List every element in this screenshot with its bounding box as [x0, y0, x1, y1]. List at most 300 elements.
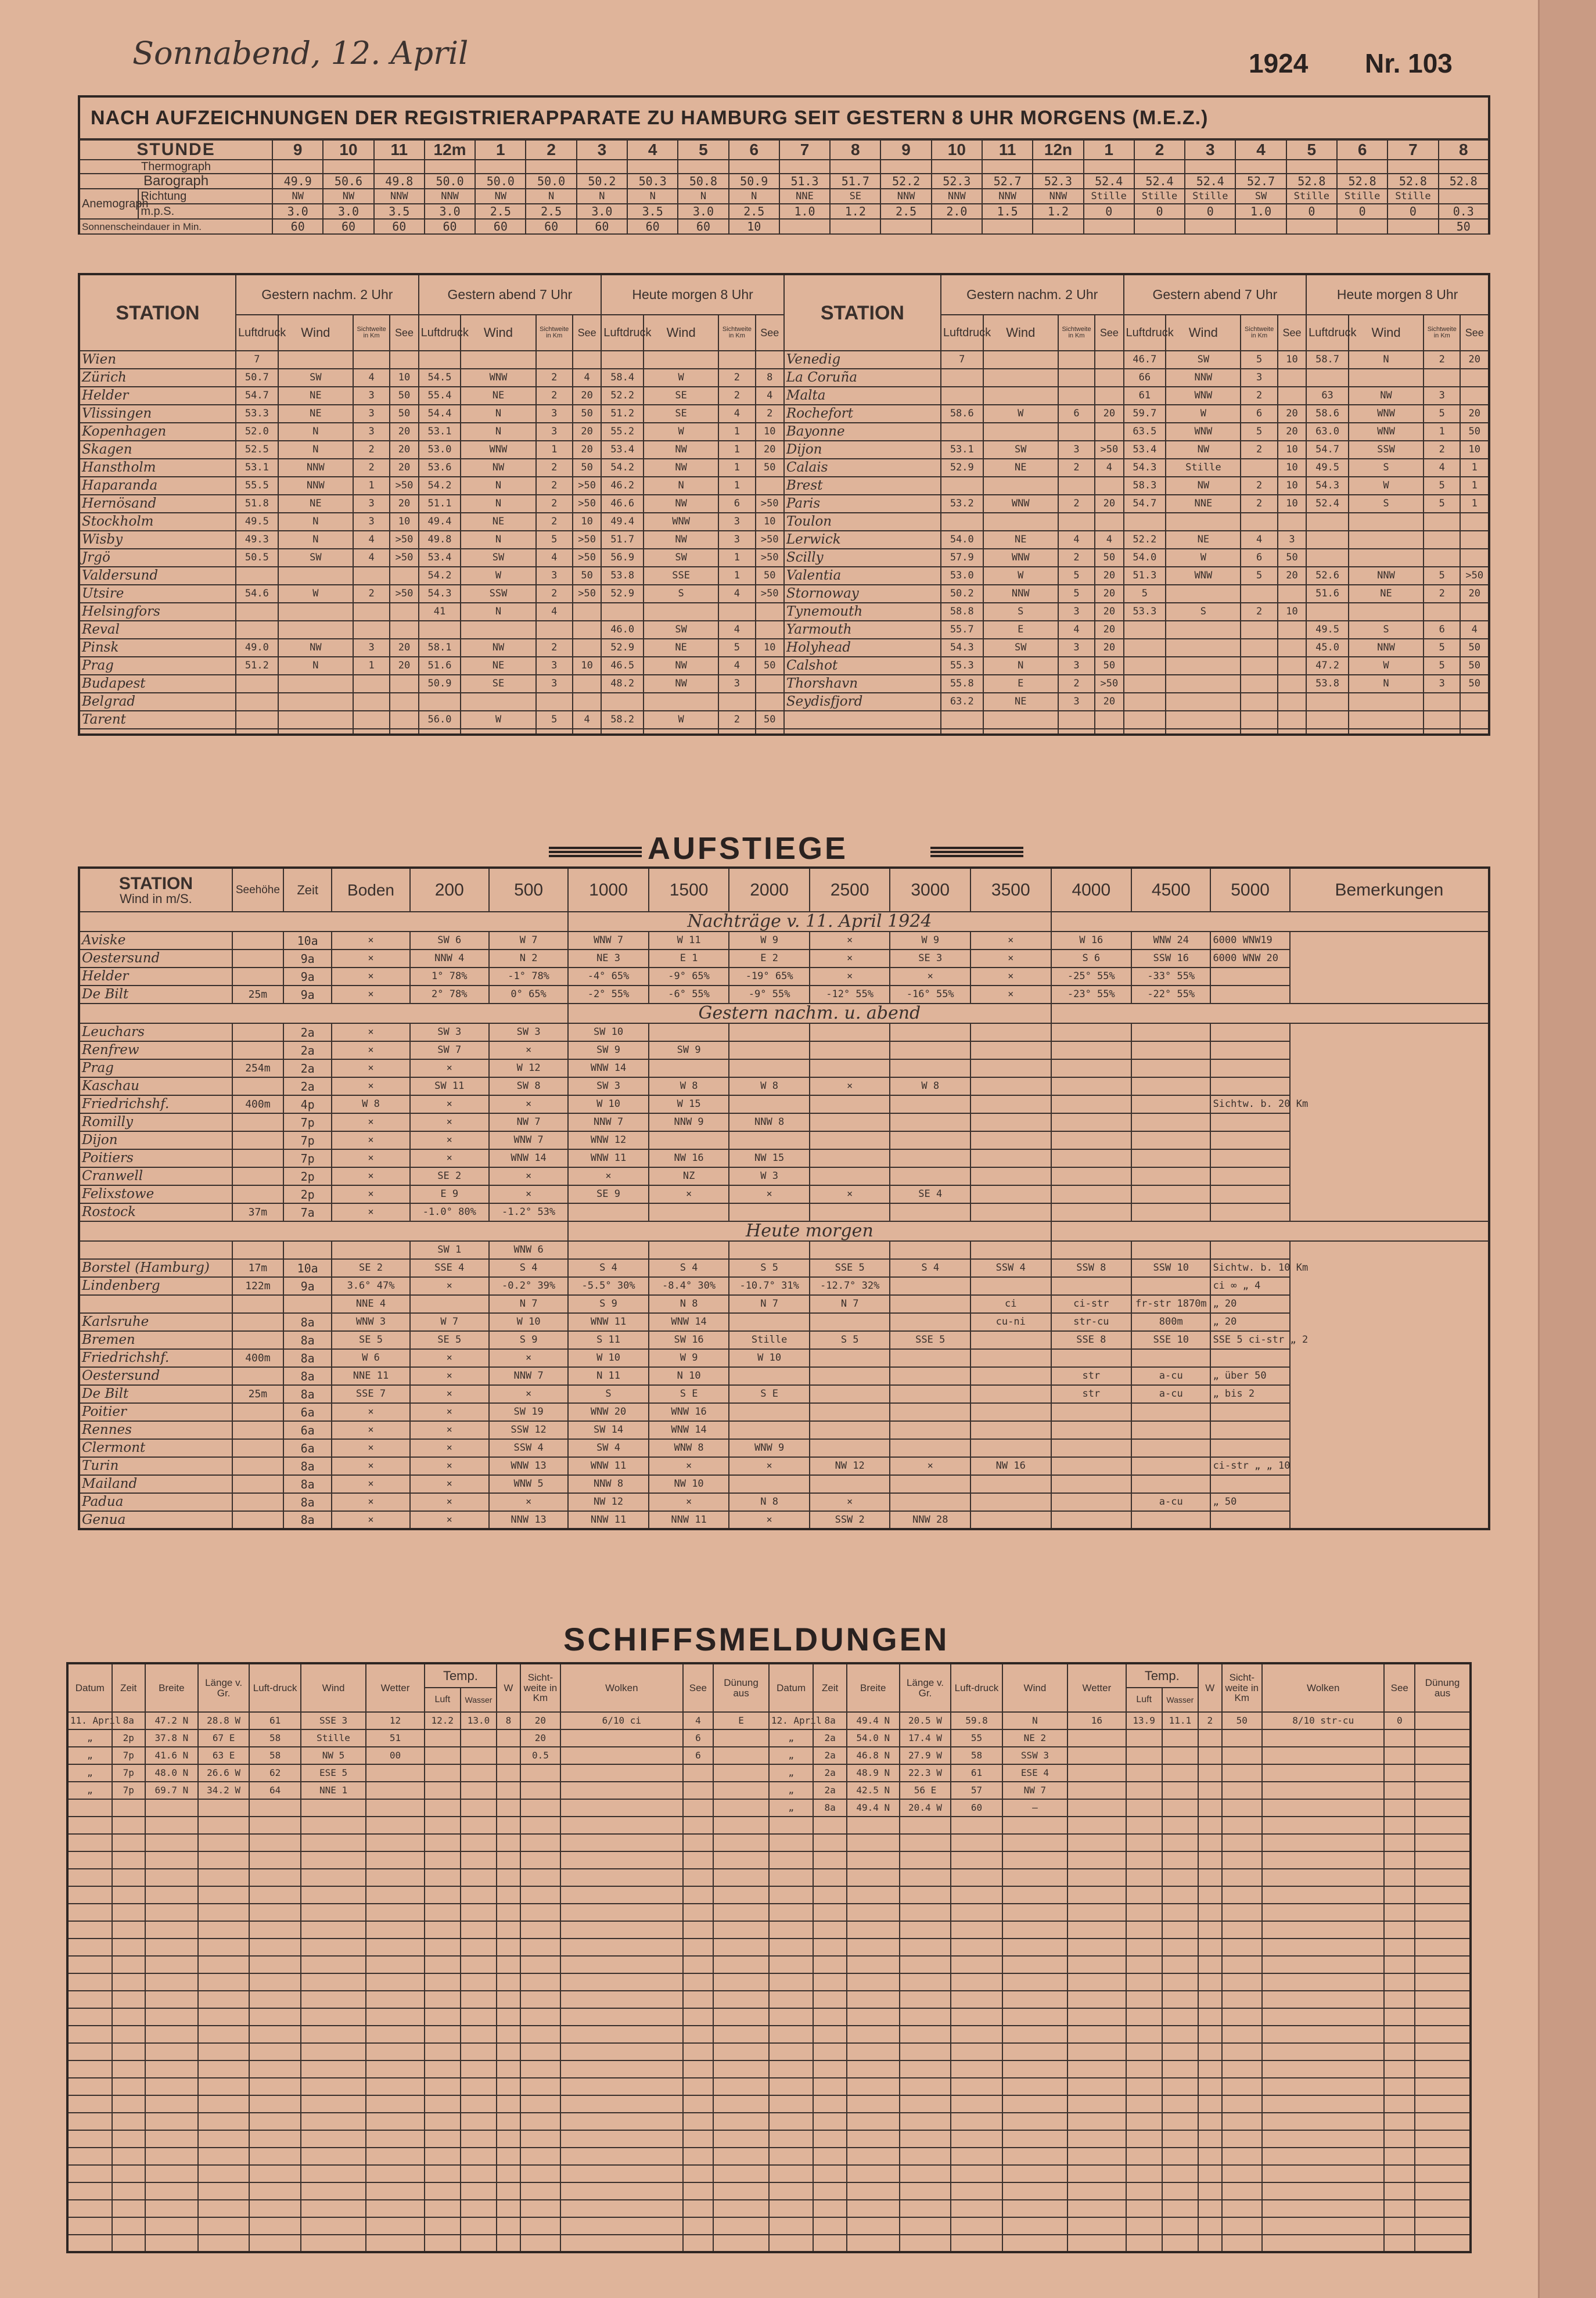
ascent-value: W 10: [568, 1095, 649, 1113]
ascent-value: [1131, 1421, 1210, 1439]
ship-cell: 20.4 W: [900, 1799, 951, 1817]
ship-cell: [1067, 1869, 1126, 1886]
ship-cell: [366, 1817, 424, 1834]
ship-cell: [198, 2182, 250, 2200]
ship-cell: [1384, 2217, 1415, 2235]
ascent-time: 7p: [283, 1131, 332, 1149]
ascent-value: ×: [332, 950, 409, 968]
station-name: Thorshavn: [784, 675, 941, 693]
station-value: 63.5: [1124, 423, 1166, 441]
station-value: [756, 603, 784, 621]
ascent-time: 9a: [283, 968, 332, 986]
ascent-value: SSW 2: [810, 1511, 890, 1529]
registration-title: NACH AUFZEICHNUNGEN DER REGISTRIERAPPARATE ZU HAMBURG SEIT GESTERN 8 UHR MORGENS (M.E.Z.): [78, 95, 1490, 139]
ship-cell: [1002, 2008, 1067, 2026]
station-value: 52.5: [236, 441, 278, 459]
station-value: E: [983, 621, 1058, 639]
ascent-value: ×: [489, 1493, 568, 1511]
station-value: 10: [390, 369, 418, 387]
station-value: W: [1166, 549, 1241, 567]
station-value: >50: [390, 531, 418, 549]
ship-cell: [1262, 1869, 1384, 1886]
ship-cell: [1222, 2217, 1262, 2235]
station-value: NE: [278, 387, 353, 405]
station-value: NE: [461, 387, 535, 405]
ship-cell: [366, 1799, 424, 1817]
ascent-value: [970, 1113, 1051, 1131]
ship-cell: [520, 1851, 560, 1869]
ship-cell: [560, 2078, 682, 2095]
ship-cell: [1262, 1991, 1384, 2008]
station-value: SW: [461, 549, 535, 567]
ship-col-header: Länge v. Gr.: [198, 1663, 250, 1712]
station-value: 20: [573, 423, 601, 441]
ship-cell: [1198, 2113, 1222, 2130]
ascent-value: NW 12: [810, 1457, 890, 1475]
ascent-value: W 7: [410, 1313, 489, 1331]
station-value: 20: [1095, 603, 1123, 621]
ascent-value: N 11: [568, 1367, 649, 1385]
ship-cell: [683, 1991, 714, 2008]
ship-cell: [813, 2008, 846, 2026]
ship-cell: [520, 2182, 560, 2200]
ship-cell: 62: [249, 1764, 301, 1782]
ship-cell: [366, 2182, 424, 2200]
station-value: [983, 351, 1058, 369]
ascent-value: [649, 1241, 729, 1259]
station-value: 20: [1095, 621, 1123, 639]
ship-cell: [560, 1747, 682, 1764]
schiff-block: [66, 1662, 1472, 2253]
sunshine-cell: 60: [475, 219, 526, 234]
ship-cell: [951, 2008, 1002, 2026]
ship-cell: [1002, 1869, 1067, 1886]
water-temp-header: Wasser: [1162, 1688, 1198, 1712]
ship-cell: [145, 1869, 198, 1886]
ascent-value: -10.7° 31%: [729, 1277, 810, 1295]
ship-cell: [112, 2182, 145, 2200]
ship-cell: [813, 2113, 846, 2130]
ship-cell: [67, 2235, 112, 2252]
ship-col-header: See: [683, 1663, 714, 1712]
ship-cell: [145, 1991, 198, 2008]
ship-cell: [1067, 1851, 1126, 1869]
ascent-value: [410, 1295, 489, 1313]
ship-cell: [1384, 1834, 1415, 1851]
ship-cell: 69.7 N: [145, 1782, 198, 1799]
ship-cell: [461, 1799, 497, 1817]
ship-cell: [366, 1991, 424, 2008]
station-value: [983, 369, 1058, 387]
ship-cell: 4: [683, 1712, 714, 1729]
ship-cell: [847, 1904, 900, 1921]
ascent-value: SSW 16: [1131, 950, 1210, 968]
thermograph-cell: [323, 160, 373, 174]
station-value: N: [461, 531, 535, 549]
station-value: 50: [1460, 423, 1489, 441]
ship-cell: [813, 2182, 846, 2200]
station-value: 3: [1058, 441, 1095, 459]
ship-cell: [1002, 1921, 1067, 1939]
ascent-value: ×: [970, 968, 1051, 986]
ship-cell: [951, 1956, 1002, 1973]
ship-cell: [951, 2217, 1002, 2235]
ship-cell: [1126, 2026, 1162, 2043]
speed-cell: 3.0: [678, 204, 728, 219]
ship-cell: [112, 2078, 145, 2095]
ascent-value: NW 15: [729, 1149, 810, 1167]
station-value: 3: [353, 495, 390, 513]
ship-cell: [1384, 1869, 1415, 1886]
ship-cell: [1384, 1817, 1415, 1834]
ship-cell: [366, 2217, 424, 2235]
direction-cell: [1439, 189, 1489, 204]
ascent-value: ci: [970, 1295, 1051, 1313]
ascent-value: [890, 1475, 970, 1493]
ascent-value: [1051, 1167, 1132, 1185]
station-value: 52.6: [1306, 567, 1349, 585]
station-value: 2: [353, 585, 390, 603]
barograph-cell: 51.3: [779, 174, 830, 189]
ship-cell: [1415, 1817, 1471, 1834]
ship-cell: [1126, 2235, 1162, 2252]
station-value: 6: [1424, 621, 1460, 639]
station-value: 3: [1058, 639, 1095, 657]
station-value: 2: [1241, 603, 1277, 621]
ship-cell: [1384, 2148, 1415, 2165]
ascent-value: [890, 1241, 970, 1259]
ascent-station: Poitier: [79, 1403, 232, 1421]
ship-cell: [951, 2165, 1002, 2182]
station-value: 20: [1095, 567, 1123, 585]
ascent-value: SSE 8: [1051, 1331, 1132, 1349]
ship-cell: [900, 1834, 951, 1851]
ship-cell: [951, 2200, 1002, 2217]
station-value: 5: [536, 711, 573, 729]
ship-cell: [1162, 1764, 1198, 1782]
station-value: [278, 567, 353, 585]
station-value: 49.8: [419, 531, 461, 549]
ship-cell: [198, 2217, 250, 2235]
station-value: 10: [1278, 603, 1306, 621]
ship-cell: [425, 1729, 461, 1747]
ship-cell: [900, 1869, 951, 1886]
station-value: 51.8: [236, 495, 278, 513]
ship-cell: [769, 1973, 814, 1991]
ascent-time: 8a: [283, 1457, 332, 1475]
ship-cell: [461, 1973, 497, 1991]
ship-cell: [112, 1991, 145, 2008]
ship-cell: [847, 2008, 900, 2026]
barograph-cell: 51.7: [830, 174, 880, 189]
ascent-value: NNE 4: [332, 1295, 409, 1313]
ship-cell: [847, 1834, 900, 1851]
ship-cell: [461, 2235, 497, 2252]
ascent-value: [1131, 1511, 1210, 1529]
ship-cell: [1002, 2165, 1067, 2182]
time-header: Zeit: [283, 868, 332, 912]
ascent-value: WNW 14: [649, 1313, 729, 1331]
ship-cell: [112, 2217, 145, 2235]
ship-cell: —: [1002, 1799, 1067, 1817]
station-value: [278, 621, 353, 639]
barograph-cell: 50.2: [577, 174, 627, 189]
ship-cell: [1415, 2217, 1471, 2235]
ship-cell: [1415, 1921, 1471, 1939]
ship-cell: [560, 2008, 682, 2026]
station-value: N: [278, 423, 353, 441]
ship-cell: [847, 1886, 900, 1904]
ascent-station: Poitiers: [79, 1149, 232, 1167]
station-value: 1: [718, 441, 755, 459]
station-value: 3: [1241, 369, 1277, 387]
direction-cell: NNW: [982, 189, 1033, 204]
ship-cell: [713, 2200, 769, 2217]
station-value: 3: [718, 531, 755, 549]
ship-cell: 13.9: [1126, 1712, 1162, 1729]
filler-cell: [718, 729, 755, 735]
ascent-value: -9° 65%: [649, 968, 729, 986]
ship-cell: [1198, 2095, 1222, 2113]
ship-cell: [301, 2182, 366, 2200]
sea-header: See: [1095, 315, 1123, 351]
station-value: 52.2: [601, 387, 644, 405]
ascent-value: WNW 13: [489, 1457, 568, 1475]
ship-cell: „: [769, 1729, 814, 1747]
ship-cell: [198, 2130, 250, 2148]
station-value: [1166, 621, 1241, 639]
ascent-height: [232, 1295, 283, 1313]
ascent-remark: [1210, 968, 1289, 986]
ship-cell: [1384, 1973, 1415, 1991]
ascent-value: [890, 1131, 970, 1149]
ship-col-header: W: [1198, 1663, 1222, 1712]
ascent-value: [1051, 1511, 1132, 1529]
station-value: >50: [573, 531, 601, 549]
ship-cell: [713, 1973, 769, 1991]
ship-cell: [769, 2060, 814, 2078]
station-value: [1306, 531, 1349, 549]
barograph-cell: 52.3: [1033, 174, 1083, 189]
ship-cell: [1126, 1869, 1162, 1886]
station-value: [1349, 513, 1424, 531]
ascent-remark: [1210, 1023, 1289, 1041]
ship-cell: [813, 1991, 846, 2008]
ship-cell: [497, 2043, 520, 2060]
ship-cell: [497, 1956, 520, 1973]
station-value: 51.6: [419, 657, 461, 675]
ship-cell: [145, 1799, 198, 1817]
ship-cell: [1262, 1956, 1384, 1973]
ship-cell: [1002, 1834, 1067, 1851]
ship-cell: [713, 1991, 769, 2008]
ascent-value: W 10: [489, 1313, 568, 1331]
ascent-value: [729, 1403, 810, 1421]
station-name: Wien: [79, 351, 236, 369]
station-value: [236, 693, 278, 711]
ship-cell: [1384, 1886, 1415, 1904]
station-value: [390, 675, 418, 693]
station-value: 49.5: [1306, 459, 1349, 477]
ascent-value: ×: [410, 1493, 489, 1511]
station-value: [983, 513, 1058, 531]
ascent-station: Clermont: [79, 1439, 232, 1457]
ascent-value: W 11: [649, 932, 729, 950]
ascent-value: ×: [332, 1077, 409, 1095]
ship-cell: [1126, 2165, 1162, 2182]
ascent-value: [970, 1493, 1051, 1511]
station-value: [1095, 513, 1123, 531]
ship-cell: [145, 2217, 198, 2235]
ship-cell: [145, 2165, 198, 2182]
speed-cell: 1.0: [1235, 204, 1286, 219]
station-value: 5: [1424, 405, 1460, 423]
ascent-height: [232, 950, 283, 968]
ascent-value: SE 4: [890, 1185, 970, 1203]
station-value: 54.7: [1306, 441, 1349, 459]
station-value: N: [278, 657, 353, 675]
barograph-cell: 52.7: [982, 174, 1033, 189]
ascent-remark: [1210, 1241, 1289, 1259]
ascent-value: [810, 1367, 890, 1385]
ship-cell: [1067, 1939, 1126, 1956]
period-header: Gestern abend 7 Uhr: [419, 274, 602, 315]
ascent-value: SE 2: [332, 1259, 409, 1277]
ship-cell: NNE 1: [301, 1782, 366, 1799]
station-value: [941, 711, 983, 729]
ascent-value: [810, 1349, 890, 1367]
ship-cell: [145, 2113, 198, 2130]
ship-cell: [1222, 2078, 1262, 2095]
ship-cell: [1384, 2060, 1415, 2078]
ship-cell: [520, 1782, 560, 1799]
ascent-value: [810, 1131, 890, 1149]
speed-cell: 3.0: [323, 204, 373, 219]
station-value: [1460, 369, 1489, 387]
ship-cell: „: [67, 1729, 112, 1747]
ascent-station: Mailand: [79, 1475, 232, 1493]
schiff-title: SCHIFFSMELDUNGEN: [563, 1621, 950, 1657]
filler-cell: [278, 729, 353, 735]
station-value: [278, 675, 353, 693]
station-value: 1: [1460, 495, 1489, 513]
station-value: [390, 693, 418, 711]
ship-cell: [425, 1921, 461, 1939]
station-value: S: [1349, 495, 1424, 513]
ship-cell: [497, 1747, 520, 1764]
barograph-cell: 50.6: [323, 174, 373, 189]
hour-cell: 4: [1235, 140, 1286, 160]
sunshine-cell: [1337, 219, 1387, 234]
station-value: 50: [756, 567, 784, 585]
hour-cell: 12n: [1033, 140, 1083, 160]
pressure-header: Luftdruck: [419, 315, 461, 351]
ascent-value: -0.2° 39%: [489, 1277, 568, 1295]
handwritten-date: Sonnabend, 12. April: [132, 35, 469, 71]
ship-cell: 00: [366, 1747, 424, 1764]
station-name: Toulon: [784, 513, 941, 531]
ship-cell: [951, 1904, 1002, 1921]
station-value: [1278, 387, 1306, 405]
ascent-value: WNW 8: [649, 1439, 729, 1457]
hour-cell: 7: [779, 140, 830, 160]
ship-cell: [1162, 2182, 1198, 2200]
ascent-time: 6a: [283, 1421, 332, 1439]
ship-cell: [1162, 1991, 1198, 2008]
ship-cell: [145, 2130, 198, 2148]
ship-cell: [1126, 2078, 1162, 2095]
ship-cell: [1222, 2165, 1262, 2182]
ascent-value: ×: [649, 1185, 729, 1203]
ship-cell: [769, 2148, 814, 2165]
station-value: 2: [1058, 495, 1095, 513]
station-value: [1278, 675, 1306, 693]
ship-cell: [301, 1904, 366, 1921]
ship-cell: [900, 1973, 951, 1991]
ship-cell: [1126, 1834, 1162, 1851]
ship-cell: [366, 1886, 424, 1904]
ship-cell: [1162, 2078, 1198, 2095]
station-value: 50: [1095, 657, 1123, 675]
ship-cell: [560, 1904, 682, 1921]
ship-cell: [1198, 1886, 1222, 1904]
level-header: 5000: [1210, 868, 1289, 912]
station-name: Bayonne: [784, 423, 941, 441]
ship-cell: [683, 1869, 714, 1886]
direction-cell: NW: [272, 189, 323, 204]
hour-cell: 11: [374, 140, 425, 160]
ascent-value: ×: [332, 1113, 409, 1131]
ascent-value: S E: [729, 1385, 810, 1403]
ship-cell: 49.4 N: [847, 1712, 900, 1729]
station-value: WNW: [1166, 423, 1241, 441]
ship-cell: 26.6 W: [198, 1764, 250, 1782]
ship-cell: [301, 1973, 366, 1991]
visibility-header: Sichtweite in Km: [536, 315, 573, 351]
ship-cell: [301, 2060, 366, 2078]
station-value: [1166, 675, 1241, 693]
ship-cell: [301, 1851, 366, 1869]
station-value: [718, 351, 755, 369]
station-value: 57.9: [941, 549, 983, 567]
station-value: [536, 693, 573, 711]
ship-cell: [713, 1921, 769, 1939]
ascent-value: ×: [410, 1349, 489, 1367]
ship-cell: [1384, 2130, 1415, 2148]
ship-cell: [1126, 1764, 1162, 1782]
station-value: WNW: [1166, 567, 1241, 585]
ascent-remark: „ 20: [1210, 1295, 1289, 1313]
filler-cell: [573, 729, 601, 735]
ascent-remark: [1210, 1131, 1289, 1149]
ship-cell: 8a: [112, 1712, 145, 1729]
station-value: 46.6: [601, 495, 644, 513]
barograph-cell: 50.0: [475, 174, 526, 189]
station-value: [353, 351, 390, 369]
speed-cell: 1.0: [779, 204, 830, 219]
ascent-value: NNW 7: [489, 1367, 568, 1385]
station-value: 50: [390, 387, 418, 405]
ship-cell: [951, 1921, 1002, 1939]
ascent-value: [1131, 1439, 1210, 1457]
station-value: 52.9: [601, 639, 644, 657]
station-value: [353, 567, 390, 585]
ascent-station: Karlsruhe: [79, 1313, 232, 1331]
ship-cell: [560, 1973, 682, 1991]
station-name: Holyhead: [784, 639, 941, 657]
ship-cell: [67, 1904, 112, 1921]
station-value: [390, 603, 418, 621]
